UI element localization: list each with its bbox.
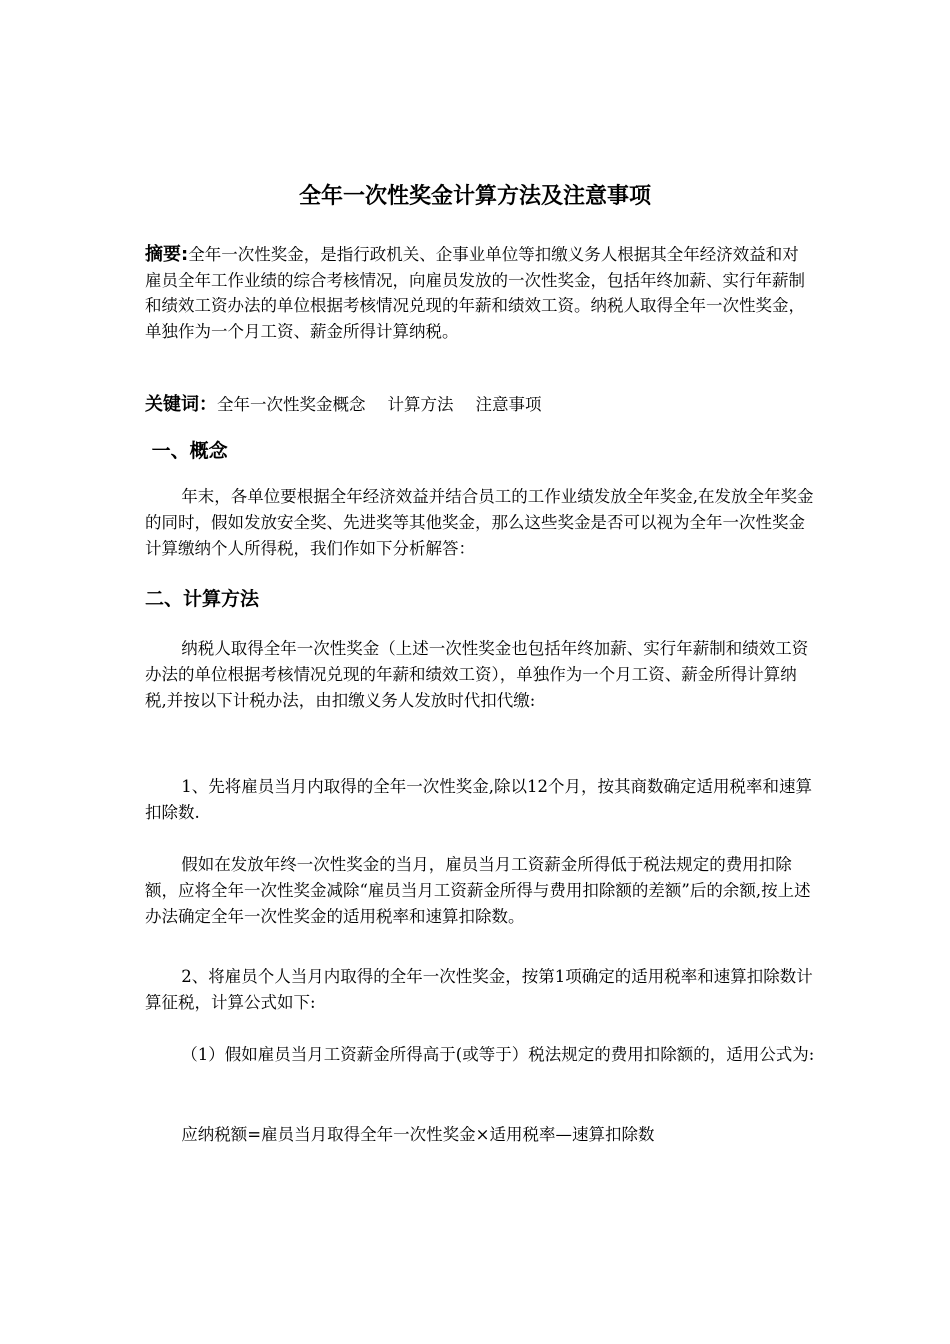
abstract-text: 全年一次性奖金，是指行政机关、企事业单位等扣缴义务人根据其全年经济效益和对雇员全年工作业绩的综合考核情况，向雇员发放的一次性奖金，包括年终加薪、实行年薪制和绩效工资办法的单位根据考核情况兑现的年薪和绩效工资。纳税人取得全年一次性奖金，单独作为一个月工资、薪金所得计算纳税。 bbox=[145, 245, 805, 341]
section-paragraph: 1、先将雇员当月内取得的全年一次性奖金,除以12个月，按其商数确定适用税率和速算扣除数. bbox=[145, 777, 813, 822]
section-heading-concept: 一、概念 bbox=[145, 440, 228, 462]
section-paragraph: 年末，各单位要根据全年经济效益并结合员工的工作业绩发放全年奖金,在发放全年奖金的同时，假如发放安全奖、先进奖等其他奖金，那么这些奖金是否可以视为全年一次性奖金计算缴纳个人所得税，我们作如下分析解答： bbox=[145, 487, 814, 558]
section-paragraph: 假如在发放年终一次性奖金的当月，雇员当月工资薪金所得低于税法规定的费用扣除额，应将全年一次性奖金减除“雇员当月工资薪金所得与费用扣除额的差额”后的余额,按上述办法确定全年一次性奖金的适用税率和速算扣除数。 bbox=[145, 855, 811, 926]
abstract bbox=[145, 242, 815, 344]
section-paragraph: 纳税人取得全年一次性奖金（上述一次性奖金也包括年终加薪、实行年薪制和绩效工资办法的单位根据考核情况兑现的年薪和绩效工资），单独作为一个月工资、薪金所得计算纳税,并按以下计税办法，由扣缴义务人发放时代扣代缴: bbox=[145, 639, 809, 710]
formula-line: 应纳税额=雇员当月取得全年一次性奖金×适用税率—速算扣除数 bbox=[181, 1125, 655, 1144]
section-heading-calculation: 二、计算方法 bbox=[145, 588, 260, 610]
section-paragraph: （1）假如雇员当月工资薪金所得高于(或等于）税法规定的费用扣除额的，适用公式为: bbox=[181, 1045, 815, 1064]
keyword-item: 全年一次性奖金概念 bbox=[217, 395, 366, 414]
keyword-item: 计算方法 bbox=[387, 395, 454, 414]
keywords bbox=[145, 392, 815, 418]
keyword-item: 注意事项 bbox=[475, 395, 542, 414]
document-title: 全年一次性奖金计算方法及注意事项 bbox=[298, 184, 651, 209]
abstract-label: 摘要: bbox=[145, 244, 189, 265]
section-paragraph: 2、将雇员个人当月内取得的全年一次性奖金，按第1项确定的适用税率和速算扣除数计算征税，计算公式如下: bbox=[145, 967, 813, 1012]
keywords-label: 关键词： bbox=[145, 394, 217, 415]
